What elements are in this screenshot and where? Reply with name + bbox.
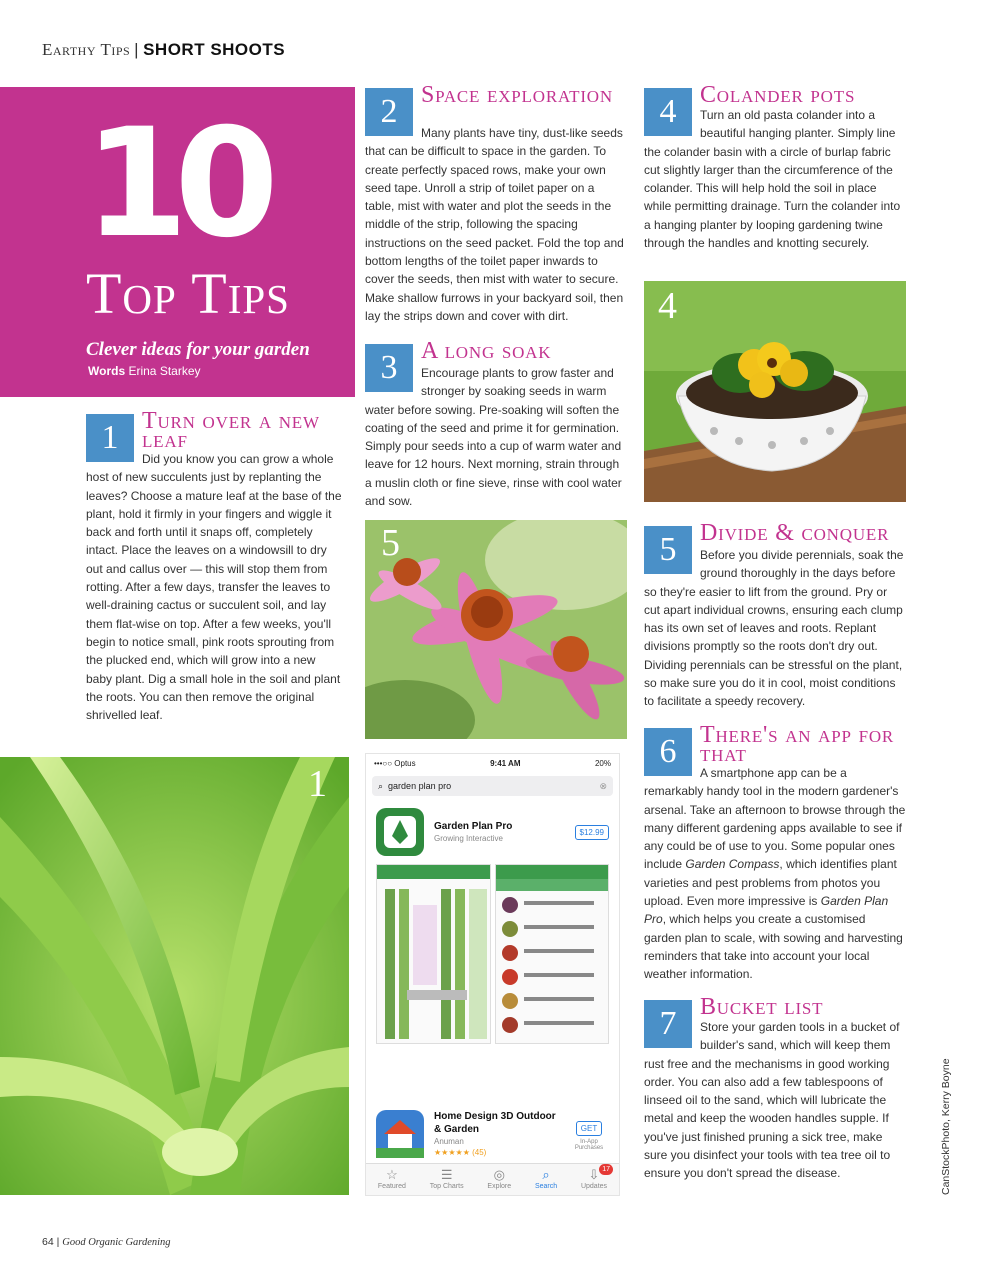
plant-list-thumbnail — [496, 865, 610, 1044]
carrier: •••○○ Optus — [374, 758, 416, 768]
byline-name: Erina Starkey — [128, 364, 201, 378]
screenshot-garden-plan — [376, 864, 491, 1044]
in-app-purchases-note: In-App Purchases — [574, 1138, 604, 1151]
app-name-garden-plan-pro: Garden Plan Pro — [644, 894, 889, 927]
tip-body-part: , which identifies plant varieties and pest problems from photos you upload. Even more impressive is — [644, 857, 897, 909]
tip-body: Did you know you can grow a whole host of new succulents just by replanting the leaves? Choose a mature leaf at the base of the plant, hold it firmly in your fingers and wiggle it back and forth until it snaps off, completely intact. Place the leaves on a windowsill to dry out and callus over — this will stop them from rotting. After a few days, transfer the leaves to well-draining cactus or succulent soil, and lay them flat-wise on top. After a few weeks, you'll begin to notice small, pink roots sprouting from the plucked end, which will grow into a new baby plant. Dig a small hole in the soil and plant the roots. You can then remove the original shrivelled leaf. — [86, 452, 342, 723]
tip-number: 4 — [644, 88, 692, 136]
tip-title: There's an app for that — [700, 722, 895, 767]
tip-title: Bucket list — [700, 994, 824, 1020]
tab-bar — [366, 1163, 619, 1195]
page-footer — [42, 1236, 171, 1248]
battery: 20% — [594, 758, 611, 768]
home-design-3d-icon — [376, 1110, 424, 1158]
subsection-name: SHORT SHOOTS — [143, 40, 286, 59]
tip-number: 1 — [86, 414, 134, 462]
price-button[interactable]: $12.99 — [575, 825, 609, 840]
search-icon: ⌕ — [542, 1167, 550, 1182]
header-separator: | — [134, 40, 140, 59]
list-icon: ☰ — [440, 1167, 453, 1182]
tab-top-charts[interactable] — [430, 1168, 464, 1191]
tip-title: Divide & conquer — [700, 520, 890, 546]
tab-explore[interactable] — [487, 1168, 511, 1191]
result-garden-plan-pro[interactable] — [366, 800, 619, 864]
photo-succulent — [0, 757, 349, 1195]
colander-illustration — [644, 281, 906, 502]
tip-number: 6 — [644, 728, 692, 776]
tab-updates[interactable] — [580, 1166, 611, 1191]
hero-block — [0, 87, 355, 397]
photo-number-badge: 5 — [381, 522, 400, 564]
house-icon — [376, 1110, 424, 1158]
star-icon: ☆ — [386, 1167, 398, 1182]
tip-title: Turn over a new leaf — [142, 408, 320, 453]
app-screenshots — [366, 864, 619, 1044]
tip-3 — [365, 340, 627, 510]
app-store-screenshot — [365, 753, 620, 1196]
tip-title: Space exploration — [421, 82, 613, 108]
hero-tagline: Clever ideas for your garden — [86, 339, 310, 360]
magazine-name: Good Organic Gardening — [62, 1237, 171, 1248]
app-rating: ★★★★★ (45) — [434, 1148, 487, 1157]
garden-plan-pro-icon — [376, 808, 424, 856]
app-title: Garden Plan Pro — [434, 821, 513, 832]
search-icon: ⌕ — [378, 780, 384, 791]
compass-icon: ◎ — [493, 1167, 505, 1182]
search-query: garden plan pro — [388, 781, 452, 791]
screenshot-plant-list — [495, 864, 610, 1044]
search-bar[interactable] — [372, 776, 613, 796]
tip-number: 5 — [644, 526, 692, 574]
tip-body: Store your garden tools in a bucket of builder's sand, which will keep them rust free and the mechanisms in good working order. You can also add a few tablespoons of linseed oil to the sand, which will lubricate the metal and keep the wooden handles supple. If you've just finished pruning a sick tree, make sure you disinfect your tools with tea tree oil to ensure you don't spread the disease. — [644, 1020, 900, 1181]
get-button[interactable]: GET — [576, 1121, 602, 1136]
tab-label: Explore — [487, 1183, 512, 1190]
tip-7 — [644, 996, 906, 1183]
tip-5 — [644, 522, 906, 711]
tip-body — [644, 764, 906, 984]
photo-credit: CanStockPhoto, Kerry Boyne — [940, 1058, 952, 1195]
photo-colander — [644, 281, 906, 502]
garden-plan-thumbnail — [377, 865, 491, 1044]
echinacea-illustration — [365, 520, 627, 739]
pen-nib-icon — [376, 808, 424, 856]
result-home-design-3d[interactable] — [366, 1102, 619, 1166]
tip-2 — [365, 84, 627, 325]
tab-search[interactable] — [535, 1168, 557, 1191]
tip-body-part: , which helps you create a customised garden plan to scale, with sowing and harvesting reminders that take into account your local weather information. — [644, 912, 903, 982]
tip-title: A long soak — [421, 338, 552, 364]
tip-number: 7 — [644, 1000, 692, 1048]
tab-featured[interactable] — [378, 1168, 406, 1191]
tip-body: Encourage plants to grow faster and stronger by soaking seeds in warm water before sowing. Pre-soaking will soften the coating of the seed and prime it for germination. Simply pour seeds into a cup of warm water and leave for 12 hours. Next morning, strain through a muslin cloth or fine sieve, rinse with cool water and sow. — [365, 366, 622, 509]
photo-echinacea — [365, 520, 627, 739]
clear-icon[interactable]: ⊗ — [599, 780, 607, 791]
tip-6 — [644, 724, 906, 984]
tab-label: Search — [534, 1183, 558, 1190]
clock: 9:41 AM — [490, 758, 521, 768]
tip-body: Many plants have tiny, dust-like seeds that can be difficult to space in the garden. To create perfectly spaced rows, make your own seed tape. Unroll a strip of toilet paper on a table, mist with water and plot the seeds in the middle of the strip, following the spacing instructions on the seed packet. Fold the top and bottom lengths of the toilet paper inwards to cover the seeds, then mist with water to secure. Make shallow furrows in your backyard soil, then lay the strips down and cover with dirt. — [365, 126, 624, 323]
footer-separator: | — [56, 1236, 60, 1248]
page-number: 64 — [42, 1236, 54, 1248]
tab-label: Top Charts — [429, 1183, 464, 1190]
byline-label: Words — [88, 364, 126, 378]
tip-title: Colander pots — [700, 82, 856, 108]
photo-number-badge: 4 — [658, 285, 677, 327]
hero-title: Top Tips — [86, 261, 290, 326]
photo-number-badge: 1 — [308, 763, 327, 805]
tab-label: Updates — [580, 1183, 608, 1190]
updates-badge: 17 — [599, 1164, 613, 1175]
succulent-illustration — [0, 757, 349, 1195]
tip-1 — [86, 410, 344, 724]
tab-label: Featured — [377, 1183, 406, 1190]
app-name-garden-compass: Garden Compass — [685, 857, 780, 872]
section-name: Earthy Tips — [42, 40, 131, 59]
hero-number: 10 — [84, 97, 265, 271]
tip-body: Turn an old pasta colander into a beautiful hanging planter. Simply line the colander basin with a circle of burlap fabric cut slightly larger than the circumference of the colander. This will help hold the soil in place while permitting drainage. Turn the colander into a hanging planter by looping gardening twine through the handles and knotting securely. — [644, 108, 901, 251]
section-header — [42, 40, 285, 60]
status-bar — [366, 754, 619, 772]
download-icon: ⇩ — [588, 1167, 600, 1182]
tip-number: 3 — [365, 344, 413, 392]
app-title-line2: & Garden — [434, 1124, 480, 1135]
app-developer: Anuman — [434, 1137, 464, 1146]
tip-4 — [644, 84, 906, 252]
tip-number: 2 — [365, 88, 413, 136]
tip-body-part: A smartphone app can be a remarkably handy tool in the modern gardener's arsenal. Take an afternoon to browse through the many different gardening apps available to see if any could be of use to you. Some popular ones include — [644, 766, 906, 872]
tip-body: Before you divide perennials, soak the ground thoroughly in the days before so they're easier to lift from the ground. Pry or cut apart individual crowns, ensuring each clump has its own set of leaves and roots. Replant divisions promptly so the roots don't dry out. Dividing perennials can be stressful on the plant, so make sure you do it in cool, moist conditions to facilitate a speedy recovery. — [644, 548, 904, 709]
byline — [88, 364, 201, 378]
app-developer: Growing Interactive — [434, 834, 503, 843]
app-title: Home Design 3D Outdoor — [434, 1111, 556, 1122]
